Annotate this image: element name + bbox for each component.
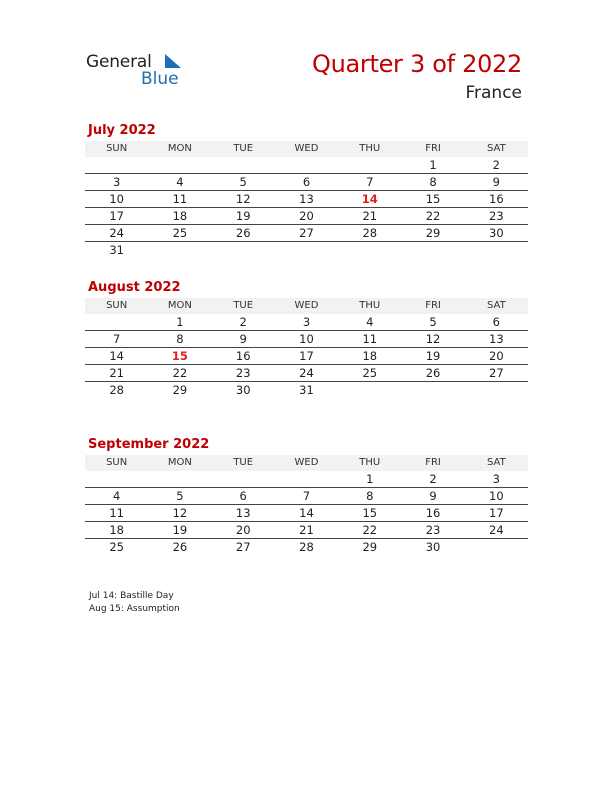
weekday-header — [85, 298, 528, 314]
day-cell: 27 — [235, 540, 251, 554]
day-cell: 4 — [366, 315, 374, 329]
week-row — [85, 382, 528, 398]
day-cell: 11 — [172, 192, 188, 206]
day-cell: 8 — [366, 489, 374, 503]
day-cell: 21 — [362, 209, 378, 223]
month-title: August 2022 — [88, 280, 181, 295]
day-cell — [465, 539, 528, 555]
day-cell: 8 — [176, 332, 184, 346]
month-calendar — [85, 278, 528, 398]
day-cell: 3 — [112, 175, 121, 189]
week-row — [85, 365, 528, 382]
weekday-label: TUE — [233, 143, 254, 154]
day-cell: 18 — [109, 523, 124, 537]
day-cell — [338, 242, 401, 258]
day-cell: 13 — [489, 332, 504, 346]
day-cell: 12 — [172, 506, 188, 520]
day-cell: 2 — [492, 158, 500, 172]
day-cell: 26 — [425, 366, 441, 380]
day-cell: 29 — [362, 540, 378, 554]
day-cell: 2 — [239, 315, 247, 329]
week-row — [85, 505, 528, 522]
day-cell — [275, 471, 338, 487]
day-cell: 11 — [109, 506, 124, 520]
weekday-label: THU — [359, 143, 381, 154]
week-row — [85, 331, 528, 348]
day-cell: 24 — [299, 366, 314, 380]
weekday-label: THU — [359, 457, 381, 468]
day-cell: 23 — [425, 523, 441, 537]
week-row — [85, 225, 528, 242]
day-cell — [338, 157, 401, 173]
week-row — [85, 471, 528, 488]
day-cell: 25 — [172, 226, 188, 240]
day-cell: 22 — [172, 366, 188, 380]
day-cell: 16 — [235, 349, 251, 363]
day-cell: 28 — [299, 540, 314, 554]
weekday-label: SAT — [486, 457, 506, 468]
day-cell: 30 — [235, 383, 251, 397]
day-cell: 31 — [109, 243, 124, 257]
day-cell — [275, 157, 338, 173]
weekday-label: FRI — [425, 143, 441, 154]
day-cell: 8 — [429, 175, 437, 189]
week-row — [85, 314, 528, 331]
day-cell: 23 — [489, 209, 504, 223]
day-cell: 17 — [489, 506, 504, 520]
day-cell: 15 — [425, 192, 441, 206]
week-row — [85, 522, 528, 539]
day-cell: 7 — [112, 332, 121, 346]
holiday-day-cell: 14 — [361, 192, 378, 206]
day-cell: 10 — [299, 332, 314, 346]
day-cell: 24 — [489, 523, 504, 537]
day-cell: 26 — [235, 226, 251, 240]
day-cell: 7 — [366, 175, 374, 189]
weekday-label: WED — [294, 300, 319, 311]
day-cell: 6 — [492, 315, 500, 329]
day-cell: 5 — [429, 315, 437, 329]
day-cell: 9 — [492, 175, 500, 189]
day-cell — [465, 382, 528, 398]
day-cell — [275, 242, 338, 258]
weekday-label: FRI — [425, 300, 441, 311]
weekday-label: MON — [167, 457, 192, 468]
logo — [86, 52, 196, 90]
day-cell — [148, 157, 211, 173]
day-cell: 13 — [235, 506, 251, 520]
weekday-label: SUN — [106, 457, 128, 468]
day-cell: 16 — [425, 506, 441, 520]
day-cell — [401, 242, 464, 258]
week-row — [85, 348, 528, 365]
quarter-title: Quarter 3 of 2022 — [312, 50, 522, 78]
weekday-label: MON — [167, 300, 192, 311]
day-cell: 9 — [239, 332, 247, 346]
logo-text-blue: Blue — [141, 69, 179, 89]
weekday-label: MON — [167, 143, 192, 154]
weekday-label: WED — [294, 457, 319, 468]
day-cell — [148, 471, 211, 487]
day-cell — [85, 471, 148, 487]
weekday-label: SAT — [486, 143, 506, 154]
day-cell: 22 — [425, 209, 441, 223]
day-cell: 2 — [429, 472, 437, 486]
day-cell: 28 — [362, 226, 378, 240]
day-cell: 23 — [235, 366, 251, 380]
week-row — [85, 208, 528, 225]
day-cell: 20 — [299, 209, 314, 223]
day-cell: 19 — [425, 349, 441, 363]
day-cell: 12 — [425, 332, 441, 346]
weekday-label: WED — [294, 143, 319, 154]
day-cell: 7 — [302, 489, 311, 503]
day-cell: 10 — [489, 489, 504, 503]
day-cell: 10 — [109, 192, 124, 206]
day-cell: 28 — [109, 383, 124, 397]
day-cell: 1 — [429, 158, 437, 172]
weekday-label: SUN — [106, 300, 128, 311]
week-row — [85, 191, 528, 208]
day-cell: 3 — [492, 472, 500, 486]
weekday-label: FRI — [425, 457, 441, 468]
weekday-header — [85, 141, 528, 157]
day-cell: 13 — [299, 192, 314, 206]
day-cell: 30 — [489, 226, 504, 240]
day-cell: 31 — [299, 383, 314, 397]
weekday-label: SUN — [106, 143, 128, 154]
holiday-note: Jul 14: Bastille Day — [89, 591, 174, 601]
day-cell: 18 — [362, 349, 378, 363]
day-cell: 4 — [176, 175, 184, 189]
day-cell: 19 — [235, 209, 251, 223]
day-cell: 21 — [299, 523, 314, 537]
day-cell: 21 — [109, 366, 124, 380]
day-cell: 6 — [239, 489, 247, 503]
holiday-notes — [89, 590, 180, 616]
day-cell: 15 — [362, 506, 378, 520]
weekday-label: TUE — [233, 300, 254, 311]
month-title: September 2022 — [88, 437, 210, 452]
day-cell: 16 — [489, 192, 504, 206]
day-cell: 14 — [109, 349, 124, 363]
day-cell — [85, 157, 148, 173]
day-cell — [338, 382, 401, 398]
day-cell: 9 — [429, 489, 437, 503]
day-cell — [212, 242, 275, 258]
day-cell: 17 — [109, 209, 124, 223]
day-cell: 1 — [176, 315, 184, 329]
day-cell: 29 — [172, 383, 188, 397]
day-cell — [85, 314, 148, 330]
week-row — [85, 174, 528, 191]
day-cell — [465, 242, 528, 258]
day-cell — [212, 471, 275, 487]
weekday-header — [85, 455, 528, 471]
logo-text-general: General — [86, 52, 152, 72]
day-cell: 27 — [299, 226, 314, 240]
week-row — [85, 488, 528, 505]
day-cell: 12 — [235, 192, 251, 206]
day-cell: 29 — [425, 226, 441, 240]
country-name: France — [465, 83, 522, 103]
day-cell: 26 — [172, 540, 188, 554]
day-cell: 18 — [172, 209, 188, 223]
day-cell: 30 — [425, 540, 441, 554]
day-cell: 25 — [362, 366, 378, 380]
day-cell: 22 — [362, 523, 378, 537]
month-calendar — [85, 435, 528, 555]
day-cell: 5 — [239, 175, 247, 189]
day-cell: 4 — [112, 489, 121, 503]
month-calendar — [85, 121, 528, 258]
weekday-label: THU — [359, 300, 381, 311]
day-cell: 6 — [302, 175, 311, 189]
day-cell: 20 — [489, 349, 504, 363]
logo-flag-icon — [163, 54, 183, 70]
weekday-label: TUE — [233, 457, 254, 468]
day-cell — [148, 242, 211, 258]
day-cell: 25 — [109, 540, 124, 554]
weekday-label: SAT — [486, 300, 506, 311]
day-cell: 27 — [489, 366, 504, 380]
week-row — [85, 157, 528, 174]
month-title: July 2022 — [88, 123, 156, 138]
week-row — [85, 242, 528, 258]
day-cell: 5 — [176, 489, 184, 503]
day-cell: 17 — [299, 349, 314, 363]
day-cell: 3 — [302, 315, 311, 329]
day-cell: 11 — [362, 332, 378, 346]
day-cell — [401, 382, 464, 398]
day-cell: 1 — [366, 472, 374, 486]
day-cell: 19 — [172, 523, 188, 537]
day-cell: 14 — [299, 506, 314, 520]
day-cell: 24 — [109, 226, 124, 240]
day-cell — [212, 157, 275, 173]
week-row — [85, 539, 528, 555]
day-cell: 20 — [235, 523, 251, 537]
holiday-day-cell: 15 — [171, 349, 188, 363]
holiday-note: Aug 15: Assumption — [89, 604, 180, 614]
